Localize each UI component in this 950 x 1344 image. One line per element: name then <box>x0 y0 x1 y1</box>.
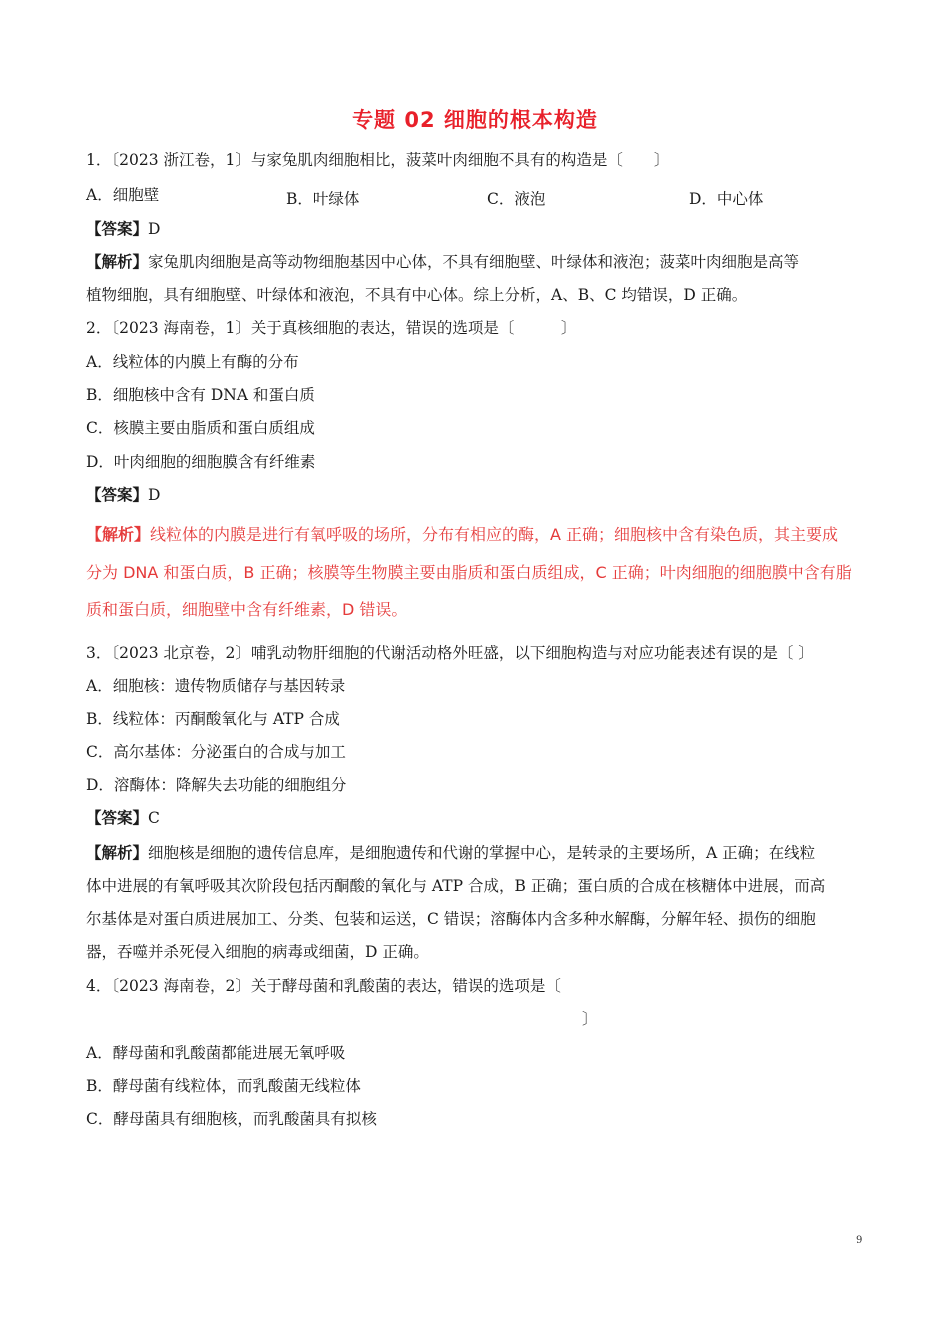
q2-stem: 2．〔2023 海南卷，1〕关于真核细胞的表达，错误的选项是〔 〕 <box>86 319 577 337</box>
q1-analysis-line-1 <box>86 252 799 272</box>
q4-option-c: C．酵母菌具有细胞核，而乳酸菌具有拟核 <box>86 1110 377 1128</box>
q3-option-a: A．细胞核：遗传物质储存与基因转录 <box>86 677 346 695</box>
q1-analysis-text-1: 家兔肌肉细胞是高等动物细胞基因中心体，不具有细胞壁、叶绿体和液泡；菠菜叶肉细胞是高等 <box>148 253 800 271</box>
q2-analysis-line-1 <box>86 525 838 545</box>
q1-analysis-label: 【解析】 <box>86 252 149 271</box>
q4-stem-close: 〕 <box>582 1010 598 1028</box>
q3-analysis-line-1 <box>86 843 815 863</box>
q2-option-c: C．核膜主要由脂质和蛋白质组成 <box>86 419 315 437</box>
q3-answer <box>86 808 160 828</box>
q4-stem: 4．〔2023 海南卷，2〕关于酵母菌和乳酸菌的表达，错误的选项是〔 <box>86 977 561 995</box>
q1-answer-value: D <box>148 220 161 238</box>
q3-option-c: C．高尔基体：分泌蛋白的合成与加工 <box>86 743 346 761</box>
q3-analysis-line-3: 尔基体是对蛋白质进展加工、分类、包装和运送，C 错误；溶酶体内含多种水解酶，分解年轻、损伤的细胞 <box>86 910 816 928</box>
q1-analysis-line-2: 植物细胞，具有细胞壁、叶绿体和液泡，不具有中心体。综上分析，A、B、C 均错误，D 正确。 <box>86 286 748 304</box>
q2-answer-label: 【答案】 <box>86 485 149 504</box>
q1-option-c: C．液泡 <box>487 190 546 208</box>
q1-option-b: B．叶绿体 <box>286 190 360 208</box>
q4-option-b: B．酵母菌有线粒体，而乳酸菌无线粒体 <box>86 1077 361 1095</box>
q1-answer-label: 【答案】 <box>86 219 149 238</box>
q2-analysis-line-2: 分为 DNA 和蛋白质，B 正确；核膜等生物膜主要由脂质和蛋白质组成，C 正确；叶肉细胞的细胞膜中含有脂 <box>86 563 852 582</box>
q2-answer <box>86 485 160 505</box>
q3-analysis-label: 【解析】 <box>86 843 149 862</box>
q2-option-a: A．线粒体的内膜上有酶的分布 <box>86 353 299 371</box>
q2-option-b: B．细胞核中含有 DNA 和蛋白质 <box>86 386 315 404</box>
q3-option-b: B．线粒体：丙酮酸氧化与 ATP 合成 <box>86 710 340 728</box>
q2-analysis-text-1: 线粒体的内膜是进行有氧呼吸的场所，分布有相应的酶，A 正确；细胞核中含有染色质，其主要成 <box>150 525 839 544</box>
page-title: 专题 02 细胞的根本构造 <box>352 108 598 132</box>
q1-answer <box>86 219 160 239</box>
q1-stem: 1．〔2023 浙江卷，1〕与家兔肌肉细胞相比，菠菜叶肉细胞不具有的构造是〔 〕 <box>86 151 670 169</box>
page-number: 9 <box>856 1235 863 1246</box>
q2-analysis-line-3: 质和蛋白质，细胞壁中含有纤维素，D 错误。 <box>86 600 408 619</box>
q3-answer-label: 【答案】 <box>86 808 149 827</box>
q4-option-a: A．酵母菌和乳酸菌都能进展无氧呼吸 <box>86 1044 346 1062</box>
q3-analysis-text-1: 细胞核是细胞的遗传信息库，是细胞遗传和代谢的掌握中心，是转录的主要场所，A 正确；在线粒 <box>148 844 816 862</box>
q2-option-d: D．叶肉细胞的细胞膜含有纤维素 <box>86 453 316 471</box>
q3-analysis-line-4: 器，吞噬并杀死侵入细胞的病毒或细菌，D 正确。 <box>86 943 429 961</box>
q2-answer-value: D <box>148 486 161 504</box>
q3-option-d: D．溶酶体：降解失去功能的细胞组分 <box>86 776 347 794</box>
q2-analysis-label: 【解析】 <box>86 525 151 544</box>
q3-answer-value: C <box>148 809 160 827</box>
q1-option-d: D．中心体 <box>689 190 764 208</box>
q3-stem: 3．〔2023 北京卷，2〕哺乳动物肝细胞的代谢活动格外旺盛，以下细胞构造与对应功能表述有误的是〔 〕 <box>86 644 814 662</box>
q1-option-a: A．细胞壁 <box>86 186 160 204</box>
q3-analysis-line-2: 体中进展的有氧呼吸其次阶段包括丙酮酸的氧化与 ATP 合成，B 正确；蛋白质的合成在核糖体中进展，而高 <box>86 877 826 895</box>
